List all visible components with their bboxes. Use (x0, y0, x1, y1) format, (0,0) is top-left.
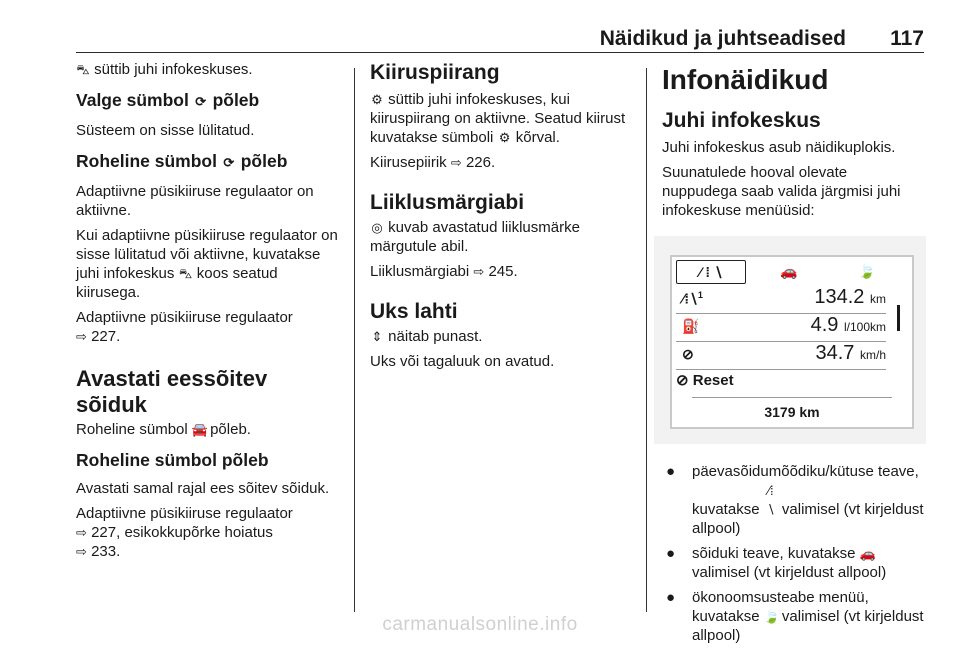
page-ref-icon: ⇨ (76, 329, 87, 344)
section-heading: Liiklusmärgiabi (370, 191, 525, 214)
body-text: Süsteem on sisse lülitatud. (76, 122, 255, 139)
cruise-icon: ⟳ (195, 94, 207, 109)
body-text: Suunatulede hooval olevate nuppudega saab valida järgmisi juhi infokeskuse menüüsid: (662, 164, 901, 219)
section-heading: Kiiruspiirang (370, 61, 500, 84)
heading-tail: põleb (212, 90, 260, 110)
trip-icon: ⁄⁞∖$^1$ (682, 290, 703, 307)
cruise-icon: ⟳ (223, 155, 235, 170)
page-ref: 233. (91, 543, 121, 560)
reference-text: Liiklusmärgiabi (370, 263, 470, 280)
reference-text: Adaptiivne püsikiiruse regulaator (76, 505, 293, 522)
cluster-display-illustration (654, 236, 926, 444)
reset-item (676, 371, 734, 389)
page-ref-icon: ⇨ (76, 525, 87, 540)
bullet-text: valimisel (vt kirjeldust allpool) (692, 501, 924, 537)
speed-limiter-icon: ⚙ (498, 130, 511, 145)
bullet-text: valimisel (vt kirjeldust allpool) (692, 608, 924, 644)
section-heading: Juhi infokeskus (662, 109, 821, 132)
body-text: Avastati samal rajal ees sõitev sõiduk. (76, 480, 330, 497)
fuel-value: 4.9 (810, 314, 839, 336)
section-heading: Uks lahti (370, 300, 458, 323)
car-icon: 🚘 (191, 422, 209, 437)
column-divider (646, 68, 647, 612)
body-text: süttib juhi infokeskuses, kui kiiruspiirang on aktiivne. Seatud kiirust kuvatakse sümboli (370, 91, 626, 146)
watermark: carmanualsonline.info (382, 614, 578, 635)
heading-tail: põleb (240, 151, 288, 171)
body-text: kõrval. (515, 129, 560, 146)
body-text: Uks või tagaluuk on avatud. (370, 353, 555, 370)
fuel-pump-icon: ⛽ (682, 318, 700, 334)
display-tabs (676, 260, 906, 284)
speed-limiter-icon: ⚙ (371, 92, 383, 107)
odometer: 3179 km (692, 397, 892, 420)
list-item: ● päevasõidumõõdiku/kütuse teave, kuvatakse ⁄⁞∖ valimisel (vt kirjeldust allpool) (666, 463, 924, 537)
speed-unit: km/h (859, 348, 886, 362)
page-ref-icon: ⇨ (450, 155, 462, 170)
page-ref: 227, esikokkupõrke hoiatus (91, 524, 273, 541)
section-heading: Avastati eessõitev sõiduk (76, 366, 268, 417)
body-text: Juhi infokeskus asub näidikuplokis. (662, 139, 896, 156)
vehicle-icon: 🚗 (859, 546, 876, 561)
trip-superscript: 1 (697, 290, 703, 300)
body-text: näitab punast. (388, 328, 483, 345)
page-ref-icon: ⇨ (76, 544, 87, 559)
bullet-text: ökonoomsusteabe menüü, kuvatakse (692, 589, 869, 625)
column-middle (370, 60, 632, 371)
chapter-title: Infonäidikud (662, 64, 829, 95)
body-text: Adaptiivne püsikiiruse regulaator on aktiivne. (76, 183, 314, 219)
reference-text: Kiirusepiirik (370, 154, 447, 171)
page-ref: 245. (488, 263, 518, 280)
subheading: Roheline sümbol põleb (76, 450, 269, 470)
reference-text: Adaptiivne püsikiiruse regulaator (76, 309, 293, 326)
cruise-control-icon: ⛍ (76, 62, 90, 77)
page-title: Näidikud ja juhtseadised (599, 27, 846, 50)
trip-fuel-tab-icon: ⁄ ⁞ ∖ (676, 260, 746, 284)
body-text: kuvab avastatud liiklusmärke märgutule abil. (370, 219, 580, 255)
body-text: Roheline sümbol (76, 421, 188, 438)
column-left (76, 60, 342, 561)
vehicle-tab-icon: 🚗 (780, 263, 798, 279)
trip-unit: km (870, 292, 886, 306)
door-open-icon: ⇕ (371, 329, 383, 344)
bullet-text: valimisel (vt kirjeldust allpool) (692, 564, 887, 581)
speedometer-icon: ⊘ (682, 346, 694, 362)
list-item: ● sõiduki teave, kuvatakse 🚗 valimisel (vt kirjeldust allpool) (666, 545, 887, 581)
traffic-sign-icon: ◎ (371, 220, 383, 235)
body-text: põleb. (210, 421, 251, 438)
fuel-row (676, 314, 886, 342)
body-text: Kui adaptiivne püsikiiruse regulaator on sisse lülitatud või aktiivne, kuvatakse juhi infokeskus (76, 227, 338, 282)
page-header (76, 0, 924, 53)
heading-green: Roheline sümbol (76, 151, 217, 171)
speed-row (676, 342, 886, 370)
intro-text: süttib juhi infokeskuses. (94, 61, 253, 78)
scrollbar (897, 305, 900, 331)
page-number: 117 (890, 27, 924, 50)
display-screen (670, 255, 914, 429)
trip-row (676, 286, 886, 314)
eco-tab-icon: 🍃 (858, 263, 876, 279)
reset-label: Reset (692, 372, 734, 389)
page-ref: 226. (465, 154, 496, 171)
speed-value: 34.7 (815, 342, 855, 364)
column-right (662, 60, 924, 651)
trip-value: 134.2 (814, 286, 865, 308)
bullet-text: sõiduki teave, kuvatakse (692, 545, 856, 562)
bullet-text: päevasõidumõõdiku/kütuse teave, kuvatakse (692, 463, 919, 518)
page-ref: 227. (91, 328, 121, 345)
list-item: ● ökonoomsusteabe menüü, kuvatakse 🍃 valimisel (vt kirjeldust allpool) (666, 589, 924, 644)
eco-icon: 🍃 (763, 609, 780, 624)
body-text: koos seatud kiirusega. (76, 265, 278, 301)
heading-white: Valge sümbol (76, 90, 189, 110)
reset-icon: ⊘ (676, 372, 689, 389)
trip-fuel-icon: ⁄⁞∖ (766, 483, 775, 517)
page-ref-icon: ⇨ (473, 264, 485, 279)
cruise-control-icon: ⛍ (178, 266, 193, 281)
fuel-unit: l/100km (843, 320, 886, 334)
column-divider (354, 68, 355, 612)
